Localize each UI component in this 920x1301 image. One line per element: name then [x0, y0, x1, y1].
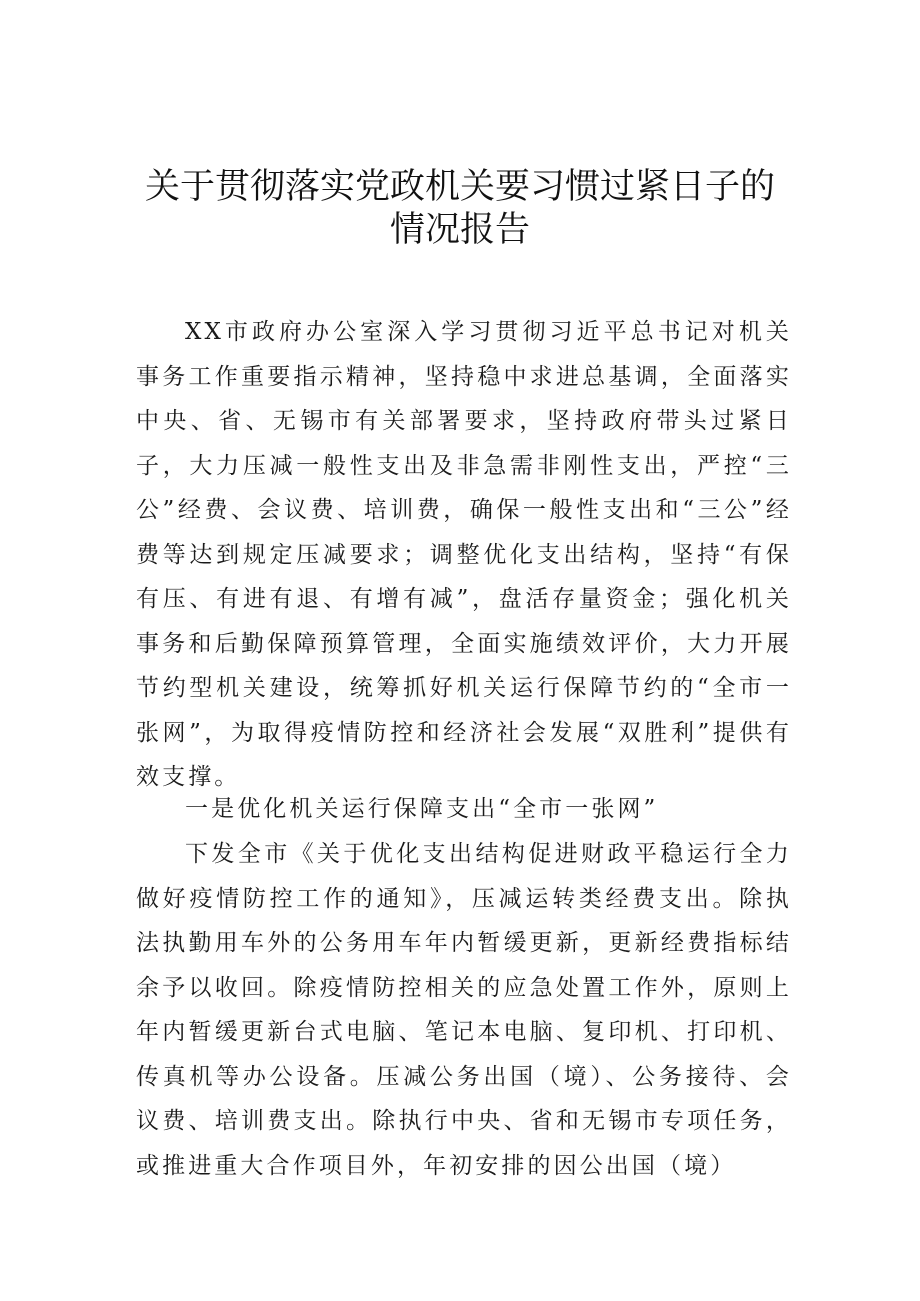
- body-paragraph-intro: XX市政府办公室深入学习贯彻习近平总书记对机关事务工作重要指示精神，坚持稳中求进总基调，全面落实中央、省、无锡市有关部署要求，坚持政府带头过紧日子，大力压减一般性支出及非急需非刚性支出，严控“三公”经费、会议费、培训费，确保一般性支出和“三公”经费等达到规定压减要求；调整优化支出结构，坚持“有保有压、有进有退、有增有减”，盘活存量资金；强化机关事务和后勤保障预算管理，全面实施绩效评价，大力开展节约型机关建设，统筹抓好机关运行保障节约的“全市一张网”，为取得疫情防控和经济社会发展“双胜利”提供有效支撑。: [136, 319, 792, 790]
- body-paragraph-section-1: 下发全市《关于优化支出结构促进财政平稳运行全力做好疫情防控工作的通知》，压减运转类经费支出。除执法执勤用车外的公务用车年内暂缓更新，更新经费指标结余予以收回。除疫情防控相关的应急处置工作外，原则上年内暂缓更新台式电脑、笔记本电脑、复印机、打印机、传真机等办公设备。压减公务出国（境）、公务接待、会议费、培训费支出。除执行中央、省和无锡市专项任务，或推进重大合作项目外，年初安排的因公出国（境）: [136, 841, 792, 1179]
- document-title-line-1: 关于贯彻落实党政机关要习惯过紧日子的: [144, 167, 775, 207]
- document-title-line-2: 情况报告: [389, 210, 530, 250]
- section-heading-1: 一是优化机关运行保障支出“全市一张网”: [185, 796, 659, 822]
